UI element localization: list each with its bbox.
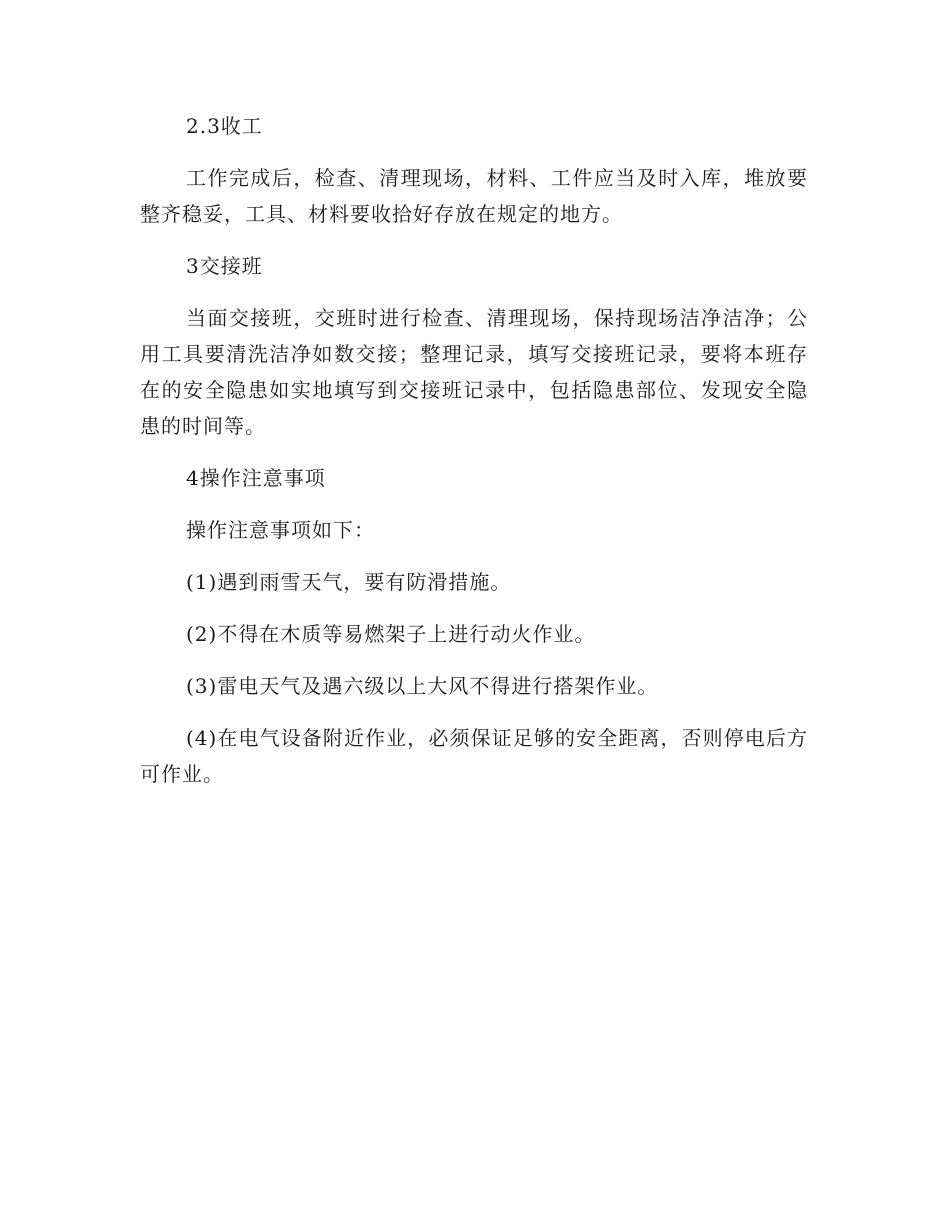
list-item: (2)不得在木质等易燃架子上进行动火作业。 — [186, 622, 596, 646]
list-item: (1)遇到雨雪天气，要有防滑措施。 — [186, 570, 512, 594]
list-item: (4)在电气设备附近作业，必须保证足够的安全距离，否则停电后方可作业。 — [140, 726, 808, 786]
section-4-heading: 4操作注意事项 — [186, 466, 326, 490]
section-2-3-heading: 2.3收工 — [186, 114, 263, 138]
document-body — [140, 108, 808, 808]
section-3-paragraph: 当面交接班，交班时进行检查、清理现场，保持现场洁净洁净；公用工具要清洗洁净如数交接；整理记录，填写交接班记录，要将本班存在的安全隐患如实地填写到交接班记录中，包括隐患部位、发现安全隐患的时间等。 — [140, 306, 808, 438]
section-3-heading: 3交接班 — [186, 254, 263, 278]
section-2-3-paragraph: 工作完成后，检查、清理现场，材料、工件应当及时入库，堆放要整齐稳妥，工具、材料要收拾好存放在规定的地方。 — [140, 166, 808, 226]
section-4-intro: 操作注意事项如下： — [186, 518, 375, 542]
list-item: (3)雷电天气及遇六级以上大风不得进行搭架作业。 — [186, 674, 659, 698]
